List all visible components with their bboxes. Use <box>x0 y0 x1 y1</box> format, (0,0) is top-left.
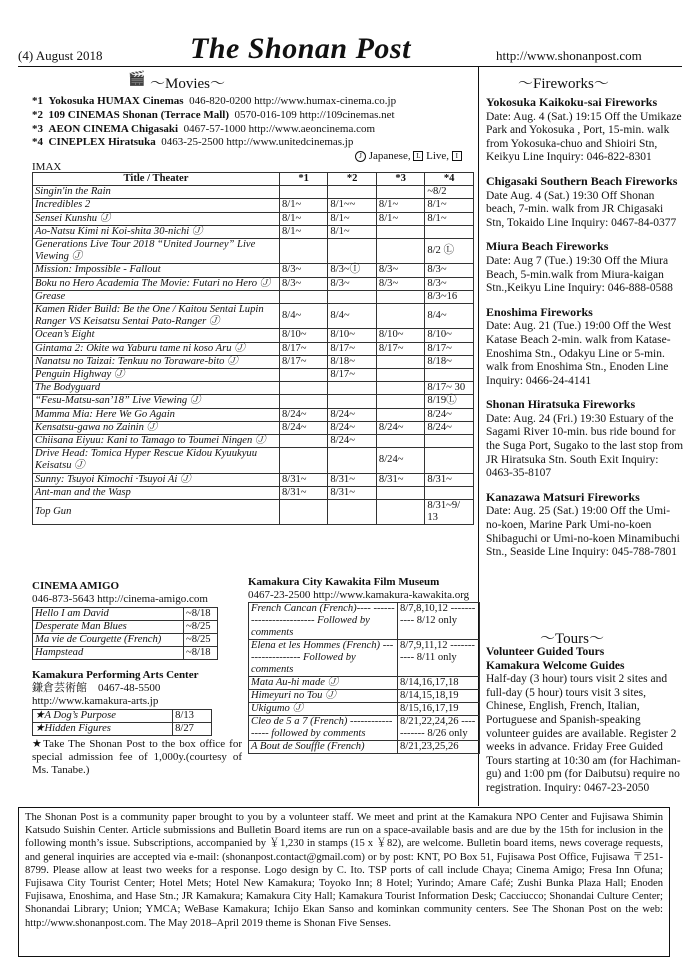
showing-date: 8/31~ <box>279 486 327 499</box>
movie-title: Incredibles 2 <box>33 199 280 212</box>
showing-date <box>279 382 327 395</box>
movie-title: Ocean’s Eight <box>33 329 280 342</box>
showing-date: 8/1~ <box>425 212 474 225</box>
table-row <box>249 603 480 640</box>
film-title: Mata Au-hi made Ⓙ <box>249 677 398 690</box>
cinema-list <box>32 95 472 150</box>
showing-date <box>328 239 377 264</box>
kawakita-table <box>248 602 480 754</box>
column-header-4: *4 <box>425 173 474 186</box>
movie-title: Gintama 2: Okite wa Yaburu tame ni koso Aru Ⓙ <box>33 342 280 355</box>
showing-date: 8/1~~ <box>328 199 377 212</box>
table-row <box>33 239 474 264</box>
table-row <box>33 473 474 486</box>
kpac-contact: 鎌倉芸術館 0467-48-5500 <box>32 682 161 694</box>
table-row <box>33 277 474 290</box>
showing-date: 8/3~ <box>425 277 474 290</box>
table-row <box>249 716 480 741</box>
table-row: ★A Dog’s Purpose 8/13 <box>33 710 212 723</box>
showing-date: 8/31~9/ 13 <box>425 500 474 525</box>
showing-date: 8/31~ <box>279 473 327 486</box>
showing-date <box>279 239 327 264</box>
table-row <box>33 212 474 225</box>
table-row: Hampstead ~8/18 <box>33 647 218 660</box>
showing-date <box>376 239 424 264</box>
showing-date: 8/17~ 30 <box>425 382 474 395</box>
kpac-note: ★Take The Shonan Post to the box office for special admission fee of 1,000y.(courtesy of Ms. Tanabe.) <box>32 738 242 776</box>
showing-date: 8/24~ <box>328 408 377 421</box>
table-row <box>249 677 480 690</box>
movie-title: “Fesu-Matsu-san’18” Live Viewing Ⓙ <box>33 395 280 408</box>
table-row <box>33 199 474 212</box>
film-title: Ukigumo Ⓙ <box>249 703 398 716</box>
table-row <box>33 186 474 199</box>
kpac-title: Kamakura Performing Arts Center <box>32 669 199 681</box>
showing-date: 8/24~ <box>425 421 474 434</box>
showing-date: 8/4~ <box>279 304 327 329</box>
fireworks-event: Chigasaki Southern Beach Fireworks Date Aug. 4 (Sat.) 19:30 Off Shonan beach, 7-min. walk from JR Chigasaki Stn, Tokaido Line Inquiry: 0467-84-0377 <box>486 173 678 229</box>
movie-title: Mission: Impossible - Fallout <box>33 264 280 277</box>
showing-date <box>279 369 327 382</box>
showing-date: 8/3~16 <box>425 290 474 303</box>
showing-date <box>328 500 377 525</box>
cinema-item: *3 AEON CINEMA Chigasaki 0467-57-1000 http://www.aeoncinema.com <box>32 122 376 135</box>
table-row <box>33 369 474 382</box>
showing-date: 8/17~ <box>376 342 424 355</box>
showing-date <box>376 369 424 382</box>
imax-icon: I <box>452 151 462 161</box>
showing-date <box>328 186 377 199</box>
showing-date <box>376 355 424 368</box>
tours-body: Half-day (3 hour) tours visit 2 sites and full-day (5 hour) tours visit 3 sites, Chinese, English, French, Italian, Portuguese and Spanish-speaking volunteer guides are available. Register 2 weeks in advance. Friday Free Guided Tours starting at 10:30 am (for Hachiman-gu) and 1:00 pm (for Daibutsu) require no registration. Inquiry: 0467-23-2050 <box>486 673 681 794</box>
showing-date <box>425 448 474 473</box>
table-row <box>33 342 474 355</box>
table-row: Desperate Man Blues ~8/25 <box>33 621 218 634</box>
showing-date <box>328 382 377 395</box>
movie-title: Nanatsu no Taizai: Tenkuu no Toraware-bito Ⓙ <box>33 355 280 368</box>
showing-date: 8/31~ <box>328 473 377 486</box>
kpac-url: http://www.kamakura-arts.jp <box>32 695 159 707</box>
showing-date <box>279 290 327 303</box>
fireworks-event: Yokosuka Kaikoku-sai Fireworks Date: Aug. 4 (Sat.) 19:15 Off the Umikaze Park and Yokosuka , Port, 15-min. walk from Yokosuka-chuo and Shioiri Stn, Keikyu Line Inquiry: 046-822-8301 <box>486 95 682 164</box>
table-row <box>33 329 474 342</box>
film-dates: 8/21,22,24,26 ----------- 8/26 only <box>398 716 480 741</box>
showing-date: 8/31~ <box>376 473 424 486</box>
showing-date <box>425 435 474 448</box>
showing-date <box>376 382 424 395</box>
cinema-item: *4 CINEPLEX Hiratsuka 0463-25-2500 http://www.unitedcinemas.jp <box>32 136 354 149</box>
tours-title-1: Volunteer Guided Tours <box>486 646 605 658</box>
showing-date: 8/4~ <box>425 304 474 329</box>
film-dates: 8/21,23,25,26 <box>398 741 480 754</box>
table-row <box>33 395 474 408</box>
showing-date <box>328 395 377 408</box>
showing-date <box>376 408 424 421</box>
cinema-item: *2 109 CINEMAS Shonan (Terrace Mall) 0570-016-109 http://109cinemas.net <box>32 108 395 121</box>
table-row <box>33 304 474 329</box>
legend: J Japanese, L Live, I <box>355 150 462 162</box>
table-row <box>33 225 474 238</box>
table-row <box>33 421 474 434</box>
cinema-item: *1 Yokosuka HUMAX Cinemas 046-820-0200 http://www.humax-cinema.co.jp <box>32 95 397 107</box>
amigo-title: CINEMA AMIGO <box>32 580 120 592</box>
showing-date: 8/10~ <box>279 329 327 342</box>
tours-section <box>486 646 684 796</box>
fireworks-event: Enoshima Fireworks Date: Aug. 21 (Tue.) 19:00 Off the West Katase Beach 2-min. walk from Katase-Enoshima Stn., Odakyu Line or 5-min. walk from Enoshima Stn., Enoden Line Inquiry: 0466-24-4141 <box>486 304 672 387</box>
movie-title: The Bodyguard <box>33 382 280 395</box>
movie-title: Mamma Mia: Here We Go Again <box>33 408 280 421</box>
table-row: Hello I am David ~8/18 <box>33 608 218 621</box>
showing-date <box>425 486 474 499</box>
film-title: A Bout de Souffle (French) <box>249 741 398 754</box>
table-row: Ma vie de Courgette (French) ~8/25 <box>33 634 218 647</box>
showing-date: 8/1~ <box>376 199 424 212</box>
showing-date <box>279 186 327 199</box>
film-title: Elena et les Hommes (French) ----------------- Followed by comments <box>249 640 398 677</box>
showing-date <box>376 395 424 408</box>
showing-date <box>425 369 474 382</box>
movie-title: Generations Live Tour 2018 “United Journey” Live Viewing Ⓙ <box>33 239 280 264</box>
amigo-contact: 046-873-5643 http://cinema-amigo.com <box>32 593 208 605</box>
kawakita-section <box>248 576 480 754</box>
showing-date <box>376 225 424 238</box>
kpac-table <box>32 709 212 736</box>
film-title: Himeyuri no Tou Ⓙ <box>249 690 398 703</box>
issue-date: (4) August 2018 <box>18 48 103 63</box>
showing-date: 8/1~ <box>279 199 327 212</box>
table-row <box>33 290 474 303</box>
table-row <box>33 500 474 525</box>
showing-date: 8/17~ <box>279 342 327 355</box>
showing-date <box>376 186 424 199</box>
showing-date: 8/24~ <box>279 421 327 434</box>
showing-date <box>279 435 327 448</box>
showing-date: 8/1~ <box>279 225 327 238</box>
showing-date: 8/10~ <box>425 329 474 342</box>
table-row <box>33 382 474 395</box>
kawakita-title: Kamakura City Kawakita Film Museum <box>248 576 440 588</box>
showing-date <box>425 225 474 238</box>
movie-title: Ant-man and the Wasp <box>33 486 280 499</box>
column-header-title: Title / Theater <box>33 173 280 186</box>
showing-date <box>279 395 327 408</box>
movie-title: Kensatsu-gawa no Zainin Ⓙ <box>33 421 280 434</box>
cinema-amigo-section <box>32 580 242 777</box>
showing-date: 8/3~ <box>279 264 327 277</box>
showing-date <box>328 290 377 303</box>
movie-title: Sunny: Tsuyoi Kimochi ·Tsuyoi Ai Ⓙ <box>33 473 280 486</box>
fireworks-heading: ～Fireworks～ <box>518 76 609 92</box>
movie-title: Sensei Kunshu Ⓙ <box>33 212 280 225</box>
showing-date: 8/17~ <box>279 355 327 368</box>
showing-date: 8/18~ <box>328 355 377 368</box>
imax-label: IMAX <box>32 161 62 173</box>
showing-date <box>376 486 424 499</box>
tours-heading: ～Tours～ <box>540 631 604 647</box>
showing-date <box>376 304 424 329</box>
showing-date: 8/24~ <box>376 448 424 473</box>
showing-date <box>376 500 424 525</box>
showing-date: 8/24~ <box>376 421 424 434</box>
table-row <box>33 355 474 368</box>
movie-schedule-table <box>32 172 474 525</box>
table-header <box>33 173 474 186</box>
showing-date: ~8/2 <box>425 186 474 199</box>
table-row <box>249 703 480 716</box>
header-rule <box>18 66 682 67</box>
tours-title-2: Kamakura Welcome Guides <box>486 659 625 672</box>
table-row <box>33 486 474 499</box>
table-row <box>33 264 474 277</box>
showing-date: 8/17~ <box>328 342 377 355</box>
column-header-3: *3 <box>376 173 424 186</box>
showing-date: 8/3~Ⓘ <box>328 264 377 277</box>
fireworks-event: Shonan Hiratsuka Fireworks Date: Aug. 24 (Fri.) 19:30 Estuary of the Sagami River 10-min. bus ride bound for the Suga Port, Sugako to the last stop from JR Hiratsuka Stn. South Exit Inquiry: 0463-35-8107 <box>486 397 684 480</box>
masthead-title: The Shonan Post <box>190 32 411 65</box>
showing-date: 8/3~ <box>328 277 377 290</box>
live-icon: L <box>413 151 423 161</box>
fireworks-list <box>486 96 684 570</box>
table-row <box>249 741 480 754</box>
movie-title: Chiisana Eiyuu: Kani to Tamago to Toumei Ningen Ⓙ <box>33 435 280 448</box>
film-title: Cleo de 5 a 7 (French) ----------------- followed by comments <box>249 716 398 741</box>
movie-title: Top Gun <box>33 500 280 525</box>
film-dates: 8/15,16,17,19 <box>398 703 480 716</box>
showing-date: 8/31~ <box>425 473 474 486</box>
site-url[interactable]: http://www.shonanpost.com <box>496 48 642 63</box>
amigo-table <box>32 607 218 660</box>
table-row <box>249 690 480 703</box>
column-header-2: *2 <box>328 173 377 186</box>
table-row <box>33 448 474 473</box>
showing-date: 8/24~ <box>425 408 474 421</box>
movie-title: Penguin Highway Ⓙ <box>33 369 280 382</box>
showing-date <box>376 435 424 448</box>
japanese-icon: J <box>355 151 366 162</box>
movie-title: Boku no Hero Academia The Movie: Futari no Hero Ⓙ <box>33 277 280 290</box>
table-row <box>33 408 474 421</box>
movie-title: Ao-Natsu Kimi ni Koi-shita 30-nichi Ⓙ <box>33 225 280 238</box>
showing-date: 8/4~ <box>328 304 377 329</box>
movie-title: Grease <box>33 290 280 303</box>
showing-date: 8/10~ <box>376 329 424 342</box>
showing-date: 8/18~ <box>425 355 474 368</box>
showing-date: 8/19Ⓛ <box>425 395 474 408</box>
film-camera-icon: 🎬 <box>128 72 146 87</box>
film-title: French Cancan (French)---- ------------------------ Followed by comments <box>249 603 398 640</box>
film-dates: 8/7,9,11,12 ----------- 8/11 only <box>398 640 480 677</box>
showing-date <box>328 448 377 473</box>
table-row <box>249 640 480 677</box>
showing-date: 8/1~ <box>425 199 474 212</box>
table-row: ★Hidden Figures 8/27 <box>33 723 212 736</box>
film-dates: 8/7,8,10,12 ----------- 8/12 only <box>398 603 480 640</box>
movie-title: Kamen Rider Build: Be the One / Kaitou Sentai Lupin Ranger VS Keisatsu Sentai Pato-Ranger Ⓙ <box>33 304 280 329</box>
showing-date: 8/3~ <box>425 264 474 277</box>
column-header-1: *1 <box>279 173 327 186</box>
showing-date: 8/1~ <box>328 225 377 238</box>
showing-date: 8/3~ <box>279 277 327 290</box>
showing-date: 8/3~ <box>376 264 424 277</box>
fireworks-event: Kanazawa Matsuri Fireworks Date: Aug. 25 (Sat.) 19:00 Off the Umi-no-koen, Marine Park Umi-no-koen Shibaguchi or Umi-no-koen Minamibuchi Stn., Seaside Line Inquiry: 045-788-7801 <box>486 489 680 559</box>
movie-title: Singin'in the Rain <box>33 186 280 199</box>
showing-date: 8/24~ <box>328 435 377 448</box>
showing-date: 8/1~ <box>376 212 424 225</box>
movies-heading: ～Movies～ <box>150 76 226 92</box>
fireworks-event: Miura Beach Fireworks Date: Aug 7 (Tue.) 19:30 Off the Miura Beach, 5-min.walk from Miura-kaigan Stn.,Keikyu Line Inquiry: 046-888-0588 <box>486 239 673 295</box>
showing-date: 8/10~ <box>328 329 377 342</box>
showing-date: 8/2 Ⓛ <box>425 239 474 264</box>
showing-date: 8/3~ <box>376 277 424 290</box>
table-row <box>33 435 474 448</box>
film-dates: 8/14,15,18,19 <box>398 690 480 703</box>
showing-date <box>376 290 424 303</box>
showing-date: 8/31~ <box>328 486 377 499</box>
kawakita-contact: 0467-23-2500 http://www.kamakura-kawakita.org <box>248 589 470 601</box>
showing-date: 8/24~ <box>328 421 377 434</box>
footer-box: The Shonan Post is a community paper brought to you by a volunteer staff. We meet and print at the Kamakura NPO Center and Fujisawa Shimin Katsudo Suishin Center. Article submissions and Bulletin Board items are run on a space-available basis and are due by the 15th for inclusion in the following month’s issue. Subscriptions, accompanied by ￥1,230 in stamps (15 x ￥82), are welcome. Bulletin board items, news coverage requests, and general inquiries are accepted via e-mail: (shonanpost.contact@gmail.com) or by post: KNT, PO Box 51, Fujisawa Post Office, Fujisawa 〒251-8799. Please allow at least two weeks for a response. Logo design by C. Ito. TSP ports of call include Chaya; Cinema Amigo; Fresa Inn Ofuna; Fujisawa City Tourist Center; Hotel Mets; Hotel New Kamakura; Toyoko Inn; 8 Hotel; Yurindo; Amare Café; Zushi Bunka Plaza Hall; Enoden Fujisawa, Enoshima, and Hase Stn.; JR Kamakura; Kamakura City Hall; Kamakura Tourist Information Desk; Cacciucco; Shonandai Culture Center; Shonandai Library; Union; YMCA; WeBase Kamakura; Ichijo Ekan Sanso and kominkan community centers. See The Shonan Post on the web: http://www.shonanpost.com. The May 2018–April 2019 theme is Shonan Five Senses. <box>18 807 670 957</box>
showing-date <box>279 500 327 525</box>
showing-date: 8/17~ <box>328 369 377 382</box>
film-dates: 8/14,16,17,18 <box>398 677 480 690</box>
showing-date: 8/24~ <box>279 408 327 421</box>
showing-date: 8/1~ <box>328 212 377 225</box>
movie-title: Drive Head: Tomica Hyper Rescue Kidou Kyuukyuu Keisatsu Ⓙ <box>33 448 280 473</box>
showing-date <box>279 448 327 473</box>
showing-date: 8/17~ <box>425 342 474 355</box>
showing-date: 8/1~ <box>279 212 327 225</box>
